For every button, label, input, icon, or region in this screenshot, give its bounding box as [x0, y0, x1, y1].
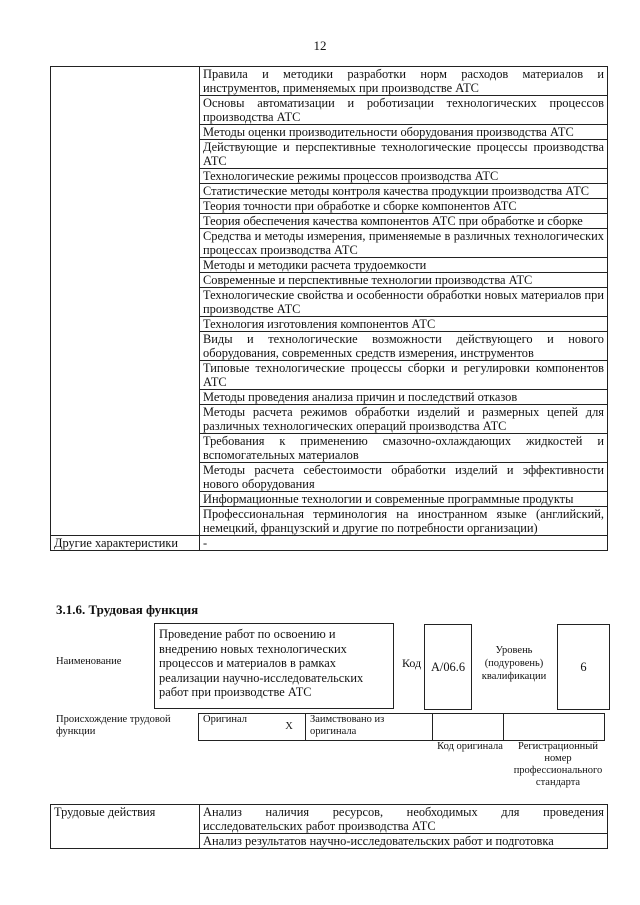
other-characteristics-label: Другие характеристики	[51, 536, 200, 551]
name-label: Наименование	[56, 656, 122, 667]
knowledge-item: Методы расчета режимов обработки изделий и размерных цепей для различных технологических операций производства АТС	[200, 405, 608, 434]
knowledge-item: Правила и методики разработки норм расходов материалов и инструментов, применяемых при производстве АТС	[200, 67, 608, 96]
knowledge-label-cell	[51, 67, 200, 536]
action-item: Анализ наличия ресурсов, необходимых для проведения исследовательских работ производства АТС	[200, 805, 608, 834]
actions-label: Трудовые действия	[51, 805, 200, 849]
qualification-level-box: 6	[557, 624, 610, 710]
knowledge-item: Современные и перспективные технологии производства АТС	[200, 273, 608, 288]
table-row	[51, 805, 608, 834]
knowledge-item: Профессиональная терминология на иностранном языке (английский, немецкий, французский и другие по потребности организации)	[200, 507, 608, 536]
knowledge-item: Типовые технологические процессы сборки и регулировки компонентов АТС	[200, 361, 608, 390]
other-characteristics-value: -	[200, 536, 608, 551]
origin-reg-cell	[504, 714, 605, 741]
table-row	[51, 67, 608, 96]
table-row	[199, 714, 605, 741]
origin-original-cell: Оригинал	[199, 714, 274, 741]
knowledge-item: Требования к применению смазочно-охлаждающих жидкостей и вспомогательных материалов	[200, 434, 608, 463]
function-name-box: Проведение работ по освоению и внедрению новых технологических процессов и материалов в рамках реализации научно-исследовательских работ при производстве АТС	[154, 623, 394, 709]
origin-borrowed-cell: Заимствовано из оригинала	[306, 714, 433, 741]
function-code-box: А/06.6	[424, 624, 472, 710]
section-title: 3.1.6. Трудовая функция	[56, 602, 199, 617]
knowledge-item: Информационные технологии и современные программные продукты	[200, 492, 608, 507]
knowledge-item: Технология изготовления компонентов АТС	[200, 317, 608, 332]
knowledge-item: Методы проведения анализа причин и последствий отказов	[200, 390, 608, 405]
knowledge-item: Основы автоматизации и роботизации технологических процессов производства АТС	[200, 96, 608, 125]
qualification-level-label: Уровень (подуровень) квалификации	[481, 645, 547, 682]
registration-number-caption: Регистрационный номер профессионального стандарта	[513, 741, 603, 788]
knowledge-item: Статистические методы контроля качества продукции производства АТС	[200, 184, 608, 199]
origin-x-mark: X	[273, 714, 306, 741]
origin-code-cell	[433, 714, 504, 741]
knowledge-table	[50, 66, 608, 551]
code-label: Код	[402, 656, 422, 670]
page-number: 12	[313, 38, 327, 53]
knowledge-item: Теория обеспечения качества компонентов АТС при обработке и сборке	[200, 214, 608, 229]
knowledge-item: Методы и методики расчета трудоемкости	[200, 258, 608, 273]
knowledge-item: Методы расчета себестоимости обработки изделий и эффективности нового оборудования	[200, 463, 608, 492]
table-row	[51, 536, 608, 551]
actions-table	[50, 804, 608, 849]
origin-table	[198, 713, 605, 741]
action-item: Анализ результатов научно-исследовательских работ и подготовка	[200, 834, 608, 849]
knowledge-item: Действующие и перспективные технологические процессы производства АТС	[200, 140, 608, 169]
code-original-caption: Код оригинала	[437, 741, 503, 752]
knowledge-item: Технологические режимы процессов производства АТС	[200, 169, 608, 184]
knowledge-item: Теория точности при обработке и сборке компонентов АТС	[200, 199, 608, 214]
knowledge-item: Средства и методы измерения, применяемые в различных технологических процессах производства АТС	[200, 229, 608, 258]
knowledge-item: Виды и технологические возможности действующего и нового оборудования, современных средств измерения, инструментов	[200, 332, 608, 361]
origin-label: Происхождение трудовой функции	[56, 714, 171, 737]
knowledge-item: Технологические свойства и особенности обработки новых материалов при производстве АТС	[200, 288, 608, 317]
knowledge-item: Методы оценки производительности оборудования производства АТС	[200, 125, 608, 140]
